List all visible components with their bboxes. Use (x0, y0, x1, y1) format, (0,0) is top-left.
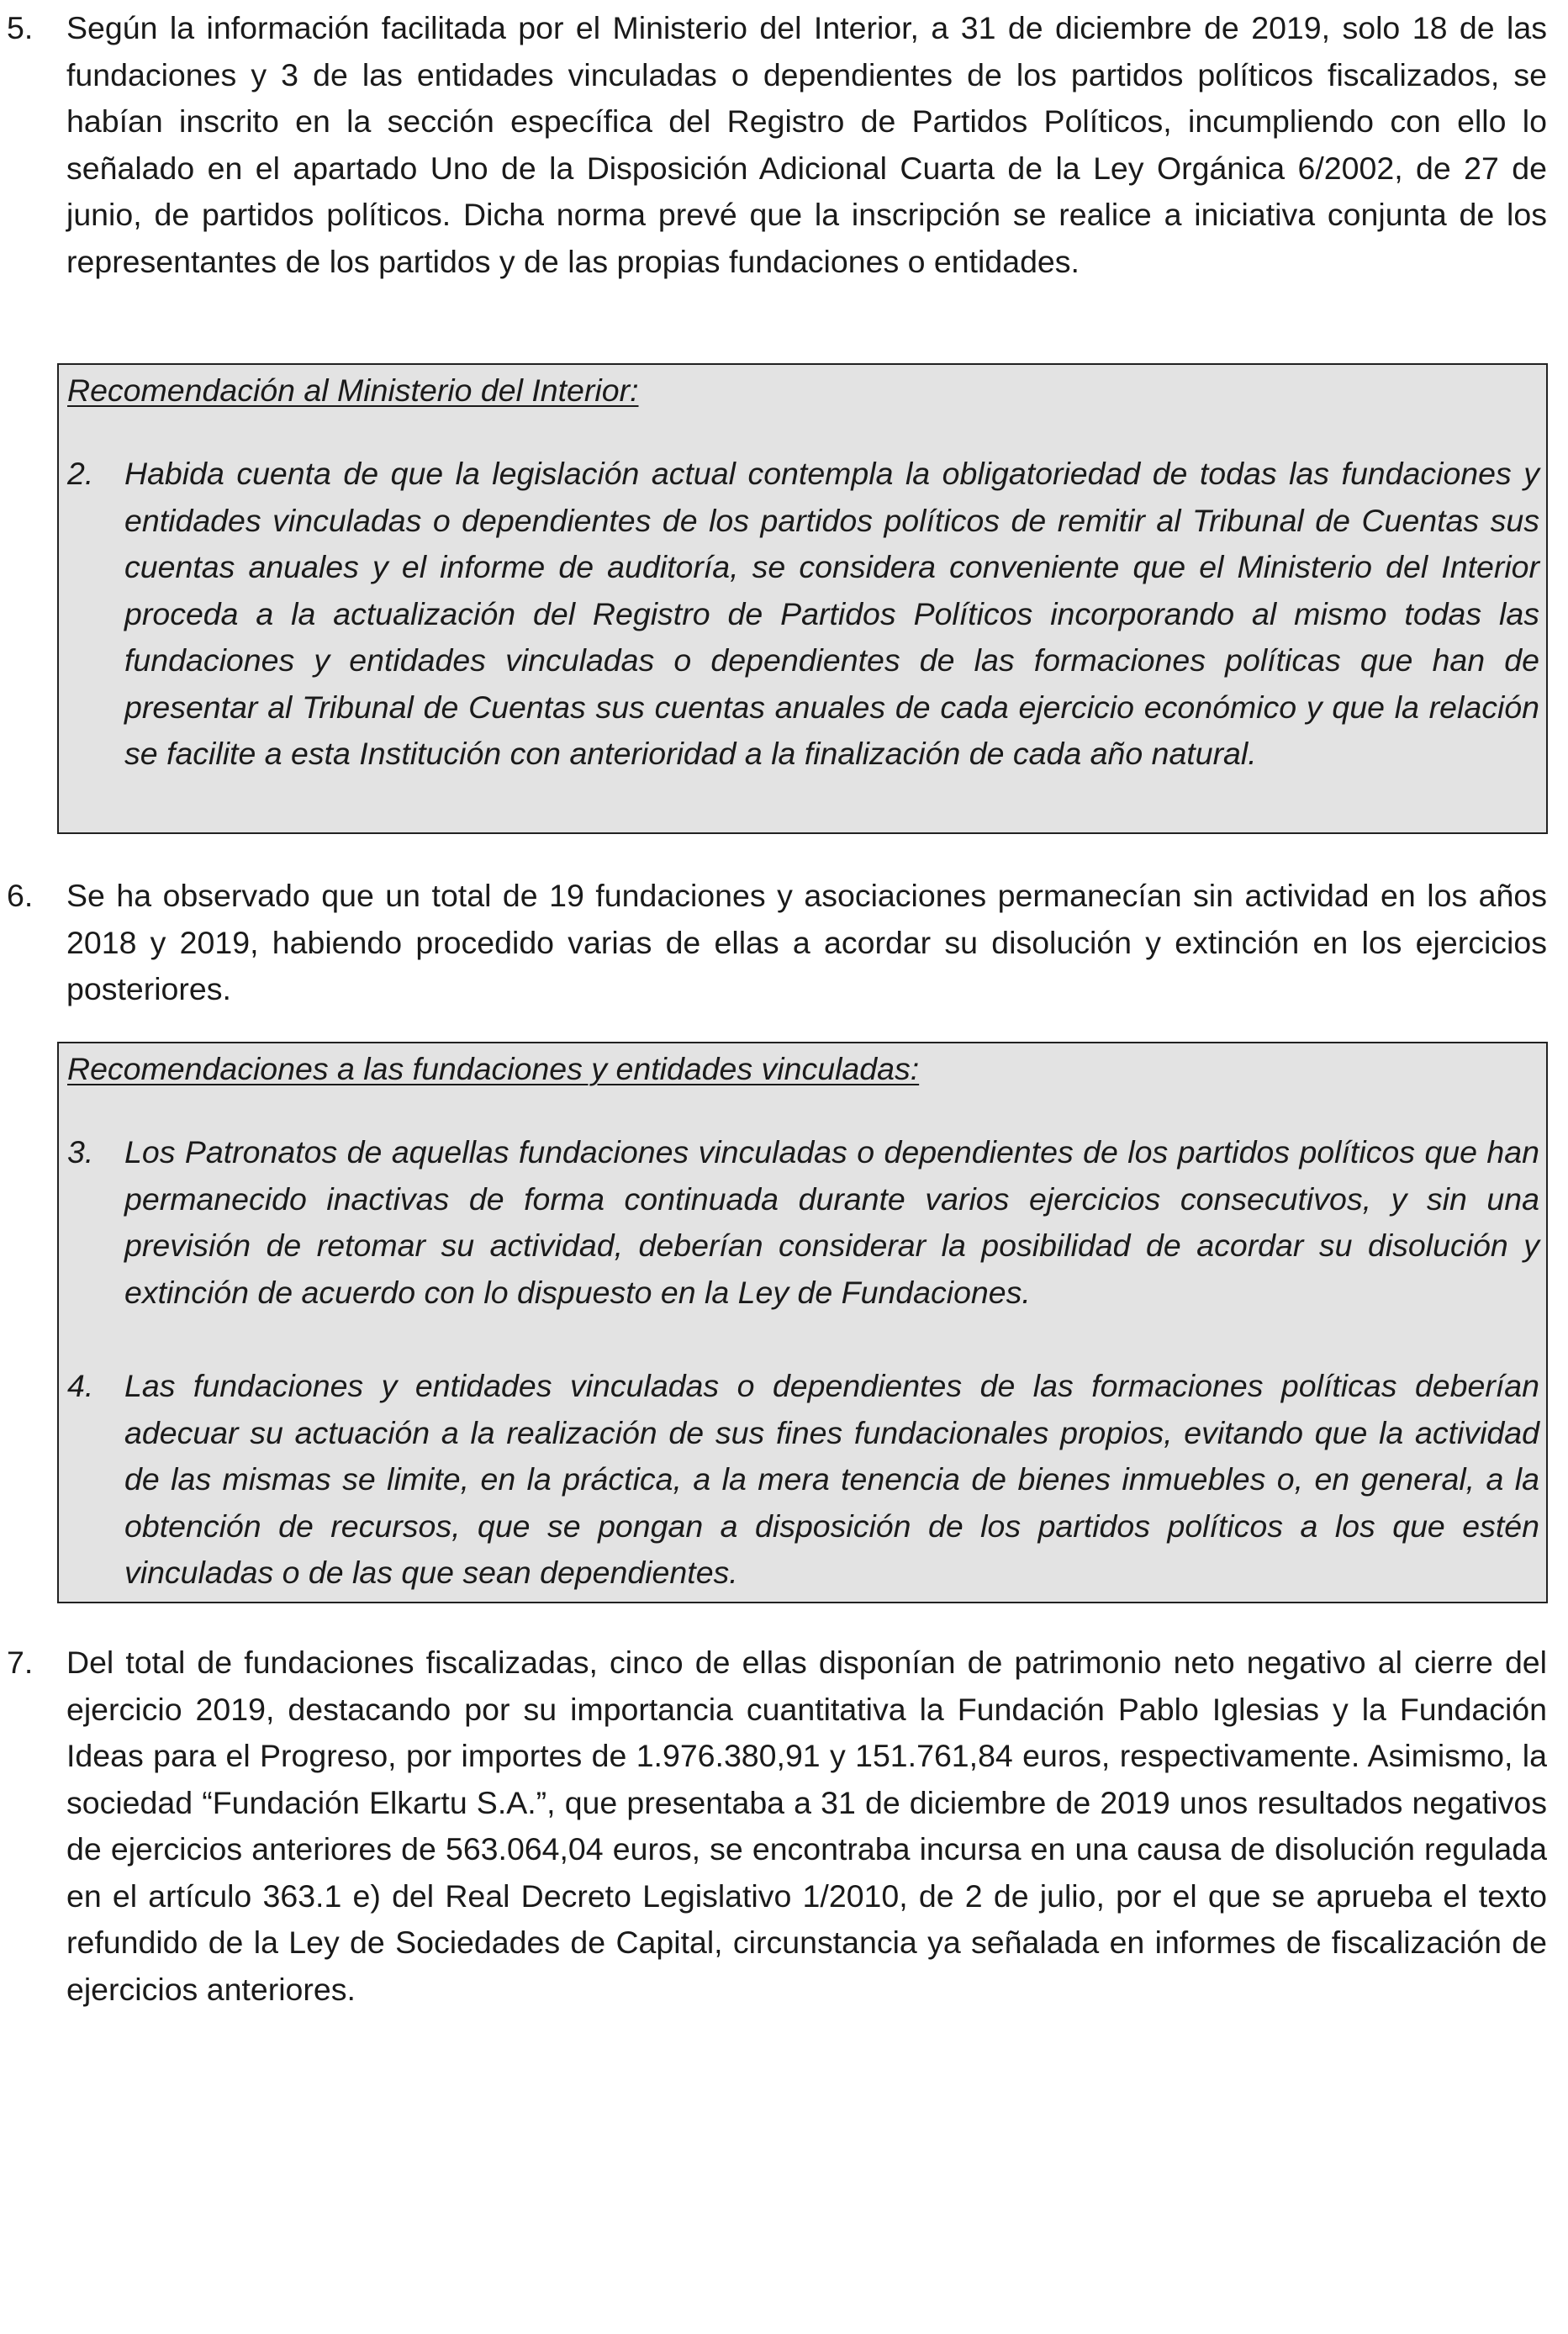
recommendation-3 (67, 1129, 1541, 1316)
paragraph-text: Según la información facilitada por el Ministerio del Interior, a 31 de diciembre de 2019, solo 18 de las fundaciones y 3 de las entidades vinculadas o dependientes de los partidos políticos fiscalizados, se habían inscrito en la sección específica del Registro de Partidos Políticos, incumpliendo con ello lo señalado en el apartado Uno de la Disposición Adicional Cuarta de la Ley Orgánica 6/2002, de 27 de junio, de partidos políticos. Dicha norma prevé que la inscripción se realice a iniciativa conjunta de los representantes de los partidos y de las propias fundaciones o entidades. (66, 10, 1547, 279)
paragraph-number: 7. (7, 1645, 34, 1680)
paragraph-text: Del total de fundaciones fiscalizadas, cinco de ellas disponían de patrimonio neto negativo al cierre del ejercicio 2019, destacando por su importancia cuantitativa la Fundación Pablo Iglesias y la Fundación Ideas para el Progreso, por importes de 1.976.380,91 y 151.761,84 euros, respectivamente. Asimismo, la sociedad “Fundación Elkartu S.A.”, que presentaba a 31 de diciembre de 2019 unos resultados negativos de ejercicios anteriores de 563.064,04 euros, se encontraba incursa en una causa de disolución regulada en el artículo 363.1 e) del Real Decreto Legislativo 1/2010, de 2 de julio, por el que se aprueba el texto refundido de la Ley de Sociedades de Capital, circunstancia ya señalada en informes de fiscalización de ejercicios anteriores. (66, 1645, 1547, 2007)
paragraph-text: Se ha observado que un total de 19 fundaciones y asociaciones permanecían sin actividad en los años 2018 y 2019, habiendo procedido varias de ellas a acordar su disolución y extinción en los ejercicios posteriores. (66, 878, 1547, 1006)
box-heading: Recomendaciones a las fundaciones y entidades vinculadas: (67, 1051, 920, 1086)
recommendation-4 (67, 1363, 1541, 1597)
recommendation-text: Las fundaciones y entidades vinculadas o dependientes de las formaciones políticas deberían adecuar su actuación a la realización de sus fines fundacionales propios, evitando que la actividad de las mismas se limite, en la práctica, a la mera tenencia de bienes inmuebles o, en general, a la obtención de recursos, que se pongan a disposición de los partidos políticos a los que estén vinculadas o de las que sean dependientes. (124, 1368, 1539, 1590)
recommendation-number: 3. (67, 1134, 94, 1170)
paragraph-number: 6. (7, 878, 34, 913)
recommendation-box-interior (57, 363, 1548, 834)
recommendation-text: Los Patronatos de aquellas fundaciones vinculadas o dependientes de los partidos políticos que han permanecido inactivas de forma continuada durante varios ejercicios consecutivos, y sin una previsión de retomar su actividad, deberían considerar la posibilidad de acordar su disolución y extinción de acuerdo con lo dispuesto en la Ley de Fundaciones. (124, 1134, 1539, 1310)
paragraph-7 (0, 1640, 1568, 2013)
box-heading: Recomendación al Ministerio del Interior: (67, 372, 639, 408)
recommendation-box-fundaciones (57, 1042, 1548, 1603)
recommendation-number: 2. (67, 456, 94, 491)
recommendation-number: 4. (67, 1368, 94, 1403)
paragraph-6 (0, 873, 1568, 1013)
recommendation-2 (67, 451, 1541, 778)
paragraph-number: 5. (7, 10, 34, 45)
paragraph-5 (0, 5, 1568, 285)
recommendation-text: Habida cuenta de que la legislación actual contempla la obligatoriedad de todas las fundaciones y entidades vinculadas o dependientes de los partidos políticos de remitir al Tribunal de Cuentas sus cuentas anuales y el informe de auditoría, se considera conveniente que el Ministerio del Interior proceda a la actualización del Registro de Partidos Políticos incorporando al mismo todas las fundaciones y entidades vinculadas o dependientes de las formaciones políticas que han de presentar al Tribunal de Cuentas sus cuentas anuales de cada ejercicio económico y que la relación se facilite a esta Institución con anterioridad a la finalización de cada año natural. (124, 456, 1539, 771)
